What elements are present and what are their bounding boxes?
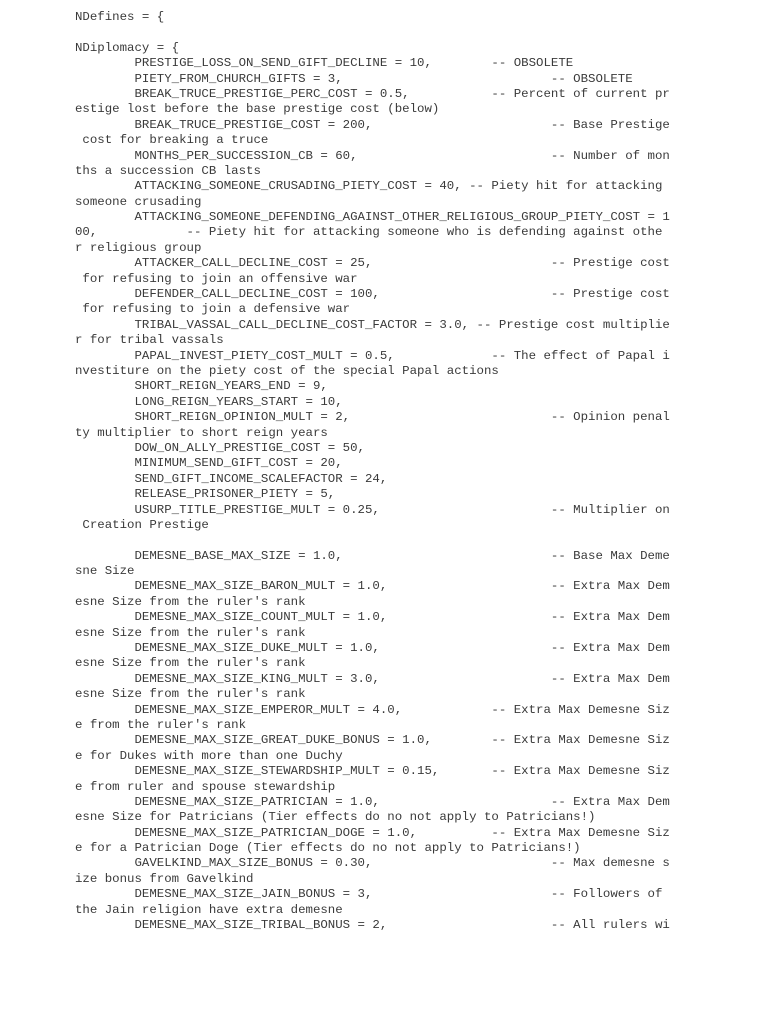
code-line: DEMESNE_MAX_SIZE_KING_MULT = 3.0, -- Extra Max Dem	[75, 671, 670, 686]
code-line: for refusing to join an offensive war	[75, 271, 358, 286]
code-listing	[75, 10, 670, 933]
code-line: DEMESNE_MAX_SIZE_PATRICIAN_DOGE = 1.0, -- Extra Max Demesne Siz	[75, 825, 670, 840]
code-line: esne Size for Patricians (Tier effects do no not apply to Patricians!)	[75, 810, 596, 825]
code-line: DEMESNE_MAX_SIZE_EMPEROR_MULT = 4.0, -- Extra Max Demesne Siz	[75, 702, 670, 717]
code-line: esne Size from the ruler's rank	[75, 687, 306, 702]
code-line: BREAK_TRUCE_PRESTIGE_PERC_COST = 0.5, -- Percent of current pr	[75, 86, 670, 101]
code-line: ty multiplier to short reign years	[75, 425, 328, 440]
code-line: ize bonus from Gavelkind	[75, 871, 254, 886]
code-line: esne Size from the ruler's rank	[75, 594, 306, 609]
code-line: MINIMUM_SEND_GIFT_COST = 20,	[75, 456, 343, 471]
code-line: e for Dukes with more than one Duchy	[75, 748, 343, 763]
code-line: MONTHS_PER_SUCCESSION_CB = 60, -- Number of mon	[75, 148, 670, 163]
code-line: for refusing to join a defensive war	[75, 302, 351, 317]
code-line: DOW_ON_ALLY_PRESTIGE_COST = 50,	[75, 440, 365, 455]
code-line: r for tribal vassals	[75, 333, 224, 348]
code-line: USURP_TITLE_PRESTIGE_MULT = 0.25, -- Multiplier on	[75, 502, 670, 517]
code-line: PIETY_FROM_CHURCH_GIFTS = 3, -- OBSOLETE	[75, 71, 633, 86]
code-line	[75, 533, 670, 548]
code-line: DEMESNE_MAX_SIZE_TRIBAL_BONUS = 2, -- All rulers wi	[75, 918, 670, 933]
code-line: e from ruler and spouse stewardship	[75, 779, 336, 794]
code-line: ATTACKER_CALL_DECLINE_COST = 25, -- Prestige cost	[75, 256, 670, 271]
code-line: NDefines = {	[75, 10, 165, 24]
code-line: Creation Prestige	[75, 517, 209, 532]
code-line: e from the ruler's rank	[75, 717, 247, 732]
code-line: DEMESNE_MAX_SIZE_DUKE_MULT = 1.0, -- Extra Max Dem	[75, 641, 670, 656]
code-line: SHORT_REIGN_YEARS_END = 9,	[75, 379, 328, 394]
code-line	[75, 25, 670, 40]
code-line: cost for breaking a truce	[75, 133, 269, 148]
code-line: DEMESNE_MAX_SIZE_GREAT_DUKE_BONUS = 1.0, -- Extra Max Demesne Siz	[75, 733, 670, 748]
code-line: DEMESNE_MAX_SIZE_PATRICIAN = 1.0, -- Extra Max Dem	[75, 794, 670, 809]
code-line: ATTACKING_SOMEONE_DEFENDING_AGAINST_OTHER_RELIGIOUS_GROUP_PIETY_COST = 1	[75, 210, 670, 225]
code-line: PAPAL_INVEST_PIETY_COST_MULT = 0.5, -- The effect of Papal i	[75, 348, 670, 363]
code-line: the Jain religion have extra demesne	[75, 902, 343, 917]
code-line: DEFENDER_CALL_DECLINE_COST = 100, -- Prestige cost	[75, 287, 670, 302]
code-line: esne Size from the ruler's rank	[75, 625, 306, 640]
code-line: someone crusading	[75, 194, 202, 209]
code-line: TRIBAL_VASSAL_CALL_DECLINE_COST_FACTOR = 3.0, -- Prestige cost multiplie	[75, 317, 670, 332]
code-line: r religious group	[75, 240, 202, 255]
code-line: ATTACKING_SOMEONE_CRUSADING_PIETY_COST = 40, -- Piety hit for attacking	[75, 179, 663, 194]
code-line: DEMESNE_BASE_MAX_SIZE = 1.0, -- Base Max Deme	[75, 548, 670, 563]
code-line: NDiplomacy = {	[75, 40, 180, 55]
code-line: BREAK_TRUCE_PRESTIGE_COST = 200, -- Base Prestige	[75, 117, 670, 132]
code-line: estige lost before the base prestige cost (below)	[75, 102, 440, 117]
code-line: DEMESNE_MAX_SIZE_STEWARDSHIP_MULT = 0.15, -- Extra Max Demesne Siz	[75, 764, 670, 779]
code-line: e for a Patrician Doge (Tier effects do no not apply to Patricians!)	[75, 841, 581, 856]
code-line: 00, -- Piety hit for attacking someone who is defending against othe	[75, 225, 663, 240]
code-line: DEMESNE_MAX_SIZE_JAIN_BONUS = 3, -- Followers of	[75, 887, 663, 902]
code-line: GAVELKIND_MAX_SIZE_BONUS = 0.30, -- Max demesne s	[75, 856, 670, 871]
code-line: DEMESNE_MAX_SIZE_COUNT_MULT = 1.0, -- Extra Max Dem	[75, 610, 670, 625]
code-line: SEND_GIFT_INCOME_SCALEFACTOR = 24,	[75, 471, 388, 486]
code-line: esne Size from the ruler's rank	[75, 656, 306, 671]
code-line: RELEASE_PRISONER_PIETY = 5,	[75, 487, 336, 502]
code-line: ths a succession CB lasts	[75, 163, 261, 178]
code-line: DEMESNE_MAX_SIZE_BARON_MULT = 1.0, -- Extra Max Dem	[75, 579, 670, 594]
code-line: nvestiture on the piety cost of the special Papal actions	[75, 363, 499, 378]
code-line: PRESTIGE_LOSS_ON_SEND_GIFT_DECLINE = 10, -- OBSOLETE	[75, 56, 574, 71]
code-line: SHORT_REIGN_OPINION_MULT = 2, -- Opinion penal	[75, 410, 670, 425]
code-line: LONG_REIGN_YEARS_START = 10,	[75, 394, 343, 409]
code-line: sne Size	[75, 564, 135, 579]
